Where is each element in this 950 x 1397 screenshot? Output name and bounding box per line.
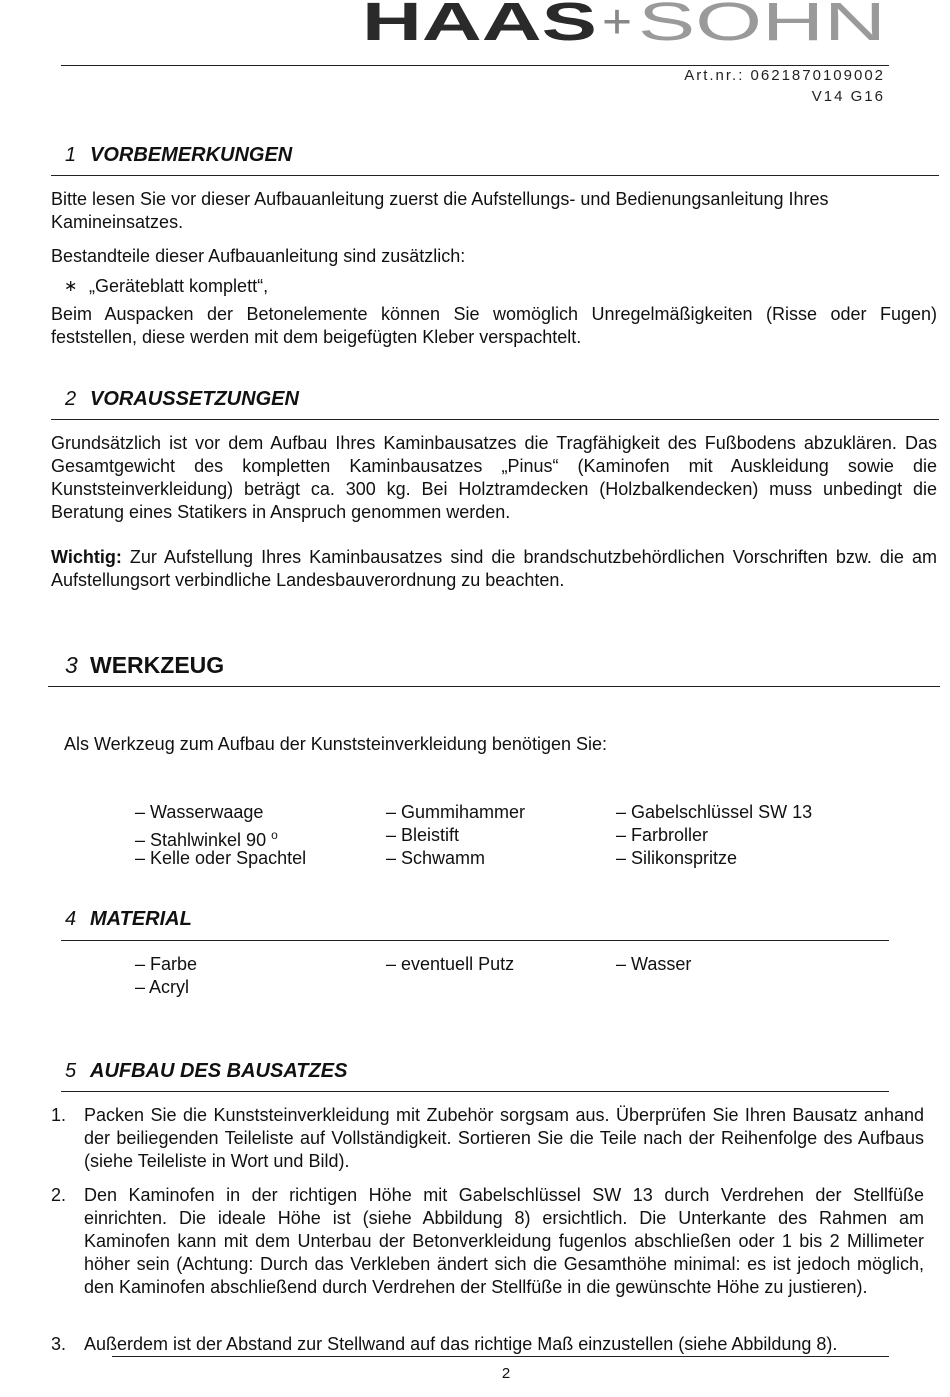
section-1-heading <box>65 144 292 167</box>
material-2: – Acryl <box>135 977 190 997</box>
section-5-number: 5 <box>65 1060 77 1082</box>
tool-4: – Gummihammer <box>386 802 526 822</box>
tool-5: – Bleistift <box>386 825 460 845</box>
section-3-title: WERKZEUG <box>90 652 225 678</box>
section-4-heading <box>65 908 192 931</box>
list-item-3-number: 3. <box>51 1334 67 1354</box>
list-item-1-text: Packen Sie die Kunststeinverkleidung mit Zubehör sorgsam aus. Überprüfen Sie Ihren Bausatz anhand der beiliegenden Teileliste auf Vollständigkeit. Sortieren Sie die Teile nach der Reihenfolge des Aufbaus (siehe Teileliste in Wort und Bild). <box>84 1105 924 1171</box>
list-item-2-text: Den Kaminofen in der richtigen Höhe mit Gabelschlüssel SW 13 durch Verdrehen der Stellfüße einrichten. Die ideale Höhe ist (siehe Abbildung 8) ersichtlich. Die Unterkante des Rahmen am Kaminofen kann mit dem Unterbau der Betonverkleidung fugenlos abschließen oder 1 bis 2 Millimeter höher sein (Achtung: Durch das Verkleben ändert sich die Gesamthöhe minimal: es ist jedoch möglich, den Kaminofen abschließend durch Verdrehen der Stellfüße in die gewünschte Höhe zu justieren). <box>84 1185 924 1297</box>
page-number: 2 <box>501 1365 511 1382</box>
tool-8: – Farbroller <box>616 825 709 845</box>
tool-9: – Silikonspritze <box>616 848 738 868</box>
list-item-2-number: 2. <box>51 1185 67 1205</box>
section-1-paragraph-3: Beim Auspacken der Betonelemente können Sie womöglich Unregelmäßigkeiten (Risse oder Fugen) feststellen, diese werden mit dem beigefügten Kleber verspachtelt. <box>51 304 937 347</box>
section-4-rule <box>61 940 889 941</box>
section-2-important <box>51 546 937 592</box>
material-4: – Wasser <box>616 954 692 974</box>
list-item-3-text: Außerdem ist der Abstand zur Stellwand auf das richtige Maß einzustellen (siehe Abbildung 8). <box>84 1334 838 1354</box>
section-4-title: MATERIAL <box>90 908 192 930</box>
footer-rule <box>112 1356 889 1357</box>
important-label: Wichtig: <box>51 547 122 567</box>
section-1-number: 1 <box>65 144 77 166</box>
logo-sohn: SOHN <box>638 0 886 44</box>
material-3: – eventuell Putz <box>386 954 515 974</box>
section-3-heading <box>65 652 224 679</box>
section-4-number: 4 <box>65 908 77 930</box>
haas-sohn-logo <box>362 0 886 44</box>
degree-sign: o <box>271 828 278 842</box>
section-1-title: VORBEMERKUNGEN <box>90 144 293 166</box>
material-1: – Farbe <box>135 954 198 974</box>
tool-1: – Wasserwaage <box>135 802 264 822</box>
article-number: Art.nr.: 0621870109002 <box>684 67 885 84</box>
section-1-paragraph-2: Bestandteile dieser Aufbauanleitung sind zusätzlich: <box>51 246 466 266</box>
section-5-rule <box>61 1091 889 1092</box>
section-2-rule <box>51 419 939 420</box>
section-5-heading <box>65 1060 347 1083</box>
section-2-heading <box>65 388 299 411</box>
bullet-item: „Geräteblatt komplett“, <box>89 276 269 296</box>
section-1-rule <box>51 175 939 176</box>
bullet-marker: ∗ <box>64 278 78 295</box>
section-3-rule <box>48 686 940 687</box>
logo-plus: + <box>602 0 632 44</box>
section-2-number: 2 <box>65 388 77 410</box>
important-text: Zur Aufstellung Ihres Kaminbausatzes sind die brandschutzbehördlichen Vorschriften bzw. die am Aufstellungsort verbindliche Landesbauverordnung zu beachten. <box>51 547 937 590</box>
tools-intro: Als Werkzeug zum Aufbau der Kunststeinverkleidung benötigen Sie: <box>64 734 607 754</box>
tool-3: – Kelle oder Spachtel <box>135 848 307 868</box>
header-rule <box>61 65 889 66</box>
section-5-title: AUFBAU DES BAUSATZES <box>90 1060 348 1082</box>
tool-6: – Schwamm <box>386 848 486 868</box>
list-item-1-number: 1. <box>51 1105 67 1125</box>
section-2-title: VORAUSSETZUNGEN <box>90 388 299 410</box>
version-label: V14 G16 <box>811 88 885 105</box>
logo-haas: HAAS <box>362 0 597 44</box>
section-3-number: 3 <box>65 652 78 678</box>
tool-7: – Gabelschlüssel SW 13 <box>616 802 813 822</box>
section-2-paragraph-1: Grundsätzlich ist vor dem Aufbau Ihres Kaminbausatzes die Tragfähigkeit des Fußbodens abzuklären. Das Gesamtgewicht des kompletten Kaminbausatzes „Pinus“ (Kaminofen mit Auskleidung sowie die Kunststeinverkleidung) beträgt ca. 300 kg. Bei Holztramdecken (Holzbalkendecken) muss unbedingt die Beratung eines Statikers in Anspruch genommen werden. <box>51 433 937 522</box>
section-1-paragraph-1: Bitte lesen Sie vor dieser Aufbauanleitung zuerst die Aufstellungs- und Bedienungsanleitung Ihres Kamineinsatzes. <box>51 189 829 232</box>
tool-2-label: – Stahlwinkel 90 <box>135 830 272 850</box>
